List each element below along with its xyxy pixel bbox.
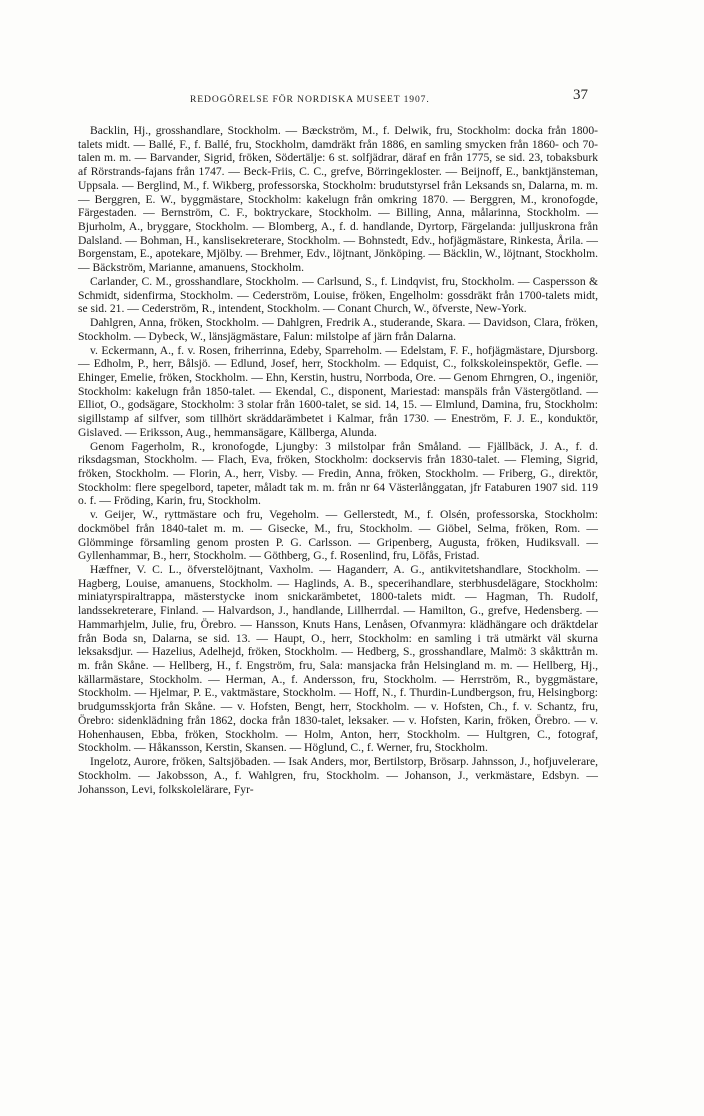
paragraph-g: v. Geijer, W., ryttmästare och fru, Vegeholm. — Gellerstedt, M., f. Olsén, professorska, Stockholm: dockmöbel från 1840-talet m. m. — Gisecke, M., fru, Stockholm. — Giöbel, Selma, fröken, Rom. — Glömminge församling genom prosten P. G. Carlsson. — Gripenberg, Augusta, fröken, Hudiksvall. — Gyllenhammar, B., herr, Stockholm. — Göthberg, G., f. Rosenlind, fru, Löfås, Fristad. [78, 508, 598, 563]
paragraph-e: v. Eckermann, A., f. v. Rosen, friherrinna, Edeby, Sparreholm. — Edelstam, F. F., hofjägmästare, Djursborg. — Edholm, P., herr, Bålsjö. — Edlund, Josef, herr, Stockholm. — Edquist, C., folkskoleinspektör, Gefle. — Ehinger, Emelie, fröken, Stockholm. — Ehn, Kerstin, hustru, Norrboda, Ore. — Genom Ehrngren, O., ingeniör, Stockholm: kakelugn från 1850-talet. — Ekendal, C., disponent, Mariestad: manspäls från Västergötland. — Elliot, O., godsägare, Stockholm: 3 stolar från 1600-talet, se sid. 14, 15. — Elmlund, Damina, fru, Stockholm: sigillstamp af silfver, som tillhört skräddarämbetet i Kalmar, från 1730. — Eneström, F. J. E., konduktör, Gislaved. — Eriksson, Aug., hemmansägare, Källberga, Alunda. [78, 343, 598, 439]
running-head: REDOGÖRELSE FÖR NORDISKA MUSEET 1907. [190, 94, 430, 105]
paragraph-h: Hæffner, V. C. L., öfverstelöjtnant, Vaxholm. — Haganderr, A. G., antikvitetshandlare, Stockholm. — Hagberg, Louise, amanuens, Stockholm. — Haglinds, A. B., specerihandlare, sterbhusdelägare, Stockholm: miniatyrspiraltrappa, mästerstycke inom snickarämbetet, 1800-talets midt. — Hagman, Th. Rudolf, landssekreterare, Finland. — Halvardson, J., handlande, Lillherrdal. — Hamilton, G., grefve, Hedensberg. — Hammarhjelm, Julie, fru, Örebro. — Hansson, Knuts Hans, Lenåsen, Ofvanmyra: klädhängare och dräktdelar från Boda sn, Dalarna, se sid. 13. — Haupt, O., herr, Stockholm: en samling i trä utmärkt väl skurna leksaksdjur. — Hazelius, Adelhejd, fröken, Stockholm. — Hedberg, S., grosshandlare, Malmö: 3 skåkttrån m. m. från Skåne. — Hellberg, H., f. Engström, fru, Sala: mansjacka från Helsingland m. m. — Hellberg, Hj., källarmästare, Stockholm. — Herman, A., f. Andersson, fru, Stockholm. — Herrström, R., byggmästare, Stockholm. — Hjelmar, P. E., vaktmästare, Stockholm. — Hoff, N., f. Thurdin-Lundbergson, fru, Helsingborg: brudgumsskjorta från Skåne. — v. Hofsten, Bengt, herr, Stockholm. — v. Hofsten, Ch., f. v. Schantz, fru, Örebro: sidenklädning från 1862, docka från 1830-talet, leksaker. — v. Hofsten, Karin, fröken, Örebro. — v. Hohenhausen, Ebba, fröken, Stockholm. — Holm, Anton, herr, Stockholm. — Hultgren, C., fotograf, Stockholm. — Håkansson, Kerstin, Skansen. — Höglund, C., f. Werner, fru, Stockholm. [78, 563, 598, 755]
paragraph-f: Genom Fagerholm, R., kronofogde, Ljungby: 3 milstolpar från Småland. — Fjällbäck, J. A., f. d. riksdagsman, Stockholm. — Flach, Eva, fröken, Stockholm: dockservis från 1830-talet. — Fleming, Sigrid, fröken, Stockholm. — Florin, A., herr, Visby. — Fredin, Anna, fröken, Stockholm. — Friberg, G., direktör, Stockholm: flere spegelbord, tapeter, måladt tak m. m. från nr 64 Västerlånggatan, jfr Fataburen 1907 sid. 119 o. f. — Fröding, Karin, fru, Stockholm. [78, 439, 598, 508]
paragraph-i-j: Ingelotz, Aurore, fröken, Saltsjöbaden. — Isak Anders, mor, Bertilstorp, Brösarp. Jahnsson, J., hofjuvelerare, Stockholm. — Jakobsson, A., f. Wahlgren, fru, Stockholm. — Johanson, J., verkmästare, Edsbyn. — Johansson, Levi, folkskolelärare, Fyr- [78, 755, 598, 796]
page-number: 37 [573, 87, 588, 103]
donor-list [78, 124, 598, 796]
paragraph-d: Dahlgren, Anna, fröken, Stockholm. — Dahlgren, Fredrik A., studerande, Skara. — Davidson, Clara, fröken, Stockholm. — Dybeck, W., länsjägmästare, Falun: milstolpe af järn från Dalarna. [78, 316, 598, 343]
paragraph-c: Carlander, C. M., grosshandlare, Stockholm. — Carlsund, S., f. Lindqvist, fru, Stockholm. — Caspersson & Schmidt, sidenfirma, Stockholm. — Cederström, Louise, fröken, Engelholm: gossdräkt från 1700-talets midt, se sid. 21. — Cederström, R., intendent, Stockholm. — Conant Church, W., öfverste, New-York. [78, 274, 598, 316]
paragraph-b: Backlin, Hj., grosshandlare, Stockholm. — Bæckström, M., f. Delwik, fru, Stockholm: docka från 1800-talets midt. — Ballé, F., f. Ballé, fru, Stockholm, damdräkt från 1886, en samling smycken från 1860- och 70-talen m. m. — Barvander, Sigrid, fröken, Södertälje: 6 st. solfjädrar, däraf en från 1775, se sid. 23, tobaksburk af Rörstrands-fajans från 1747. — Beck-Friis, C. C., grefve, Börringekloster. — Beijnoff, E., banktjänsteman, Uppsala. — Berglind, M., f. Wikberg, professorska, Stockholm: brudutstyrsel från Leksands sn, Dalarna, m. m. — Berggren, E. W., byggmästare, Stockholm: kakelugn från omkring 1870. — Berggren, M., kronofogde, Färgestaden. — Bernström, C. F., boktryckare, Stockholm. — Billing, Anna, målarinna, Stockholm. — Bjurholm, A., bryggare, Stockholm. — Blomberg, A., f. d. handlande, Dyrtorp, Färgelanda: julljuskrona från Dalsland. — Bohman, H., kanslisekreterare, Stockholm. — Bohnstedt, Edv., hofjägmästare, Rinkesta, Årila. — Borgenstam, E., apotekare, Mjölby. — Brehmer, Edv., löjtnant, Jönköping. — Bäcklin, W., löjtnant, Stockholm. — Bäckström, Marianne, amanuens, Stockholm. [78, 124, 598, 275]
